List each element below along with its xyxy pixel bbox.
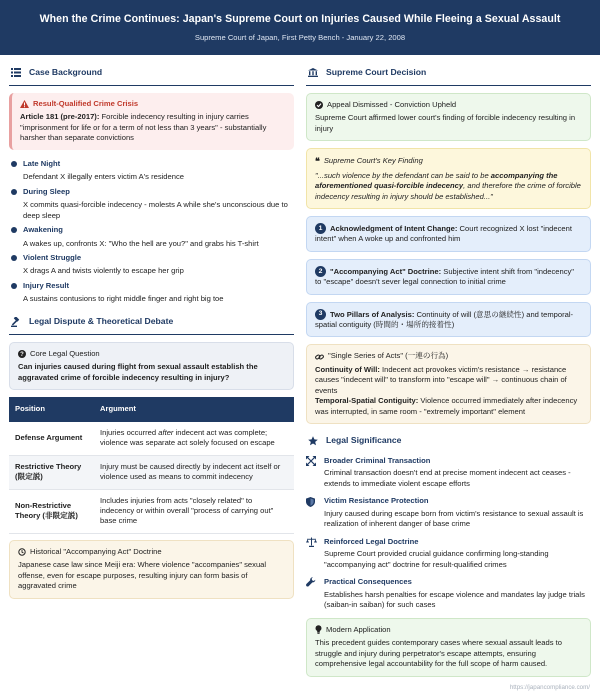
core-question-box: ? Core Legal Question Can injuries caused during flight from sexual assault establish the aggravated crime of forcible indecency resulting in injury?	[9, 342, 294, 390]
table-cell-argument: Includes injuries from acts "closely related" to indecency or within overall "process of carrying out" base crime	[94, 489, 294, 533]
timeline-item	[11, 187, 294, 221]
shield-icon	[306, 497, 318, 507]
core-question-text: Can injuries caused during flight from sexual assault establish the aggravated crime of forcible indecency resulting in injury?	[18, 362, 258, 382]
timeline-item	[11, 159, 294, 183]
article-181-text: Article 181 (pre-2017): Forcible indecency resulting in injury carries "imprisonment for life or for a term of not less than 3 years" - substantially harsher than separate convictions	[20, 112, 267, 143]
table-header-argument: Argument	[94, 397, 294, 421]
significance-item-title: Practical Consequences	[324, 577, 412, 587]
significance-item-text: Criminal transaction doesn't end at precise moment indecent act ceases - extends to immediate violent escape efforts	[324, 468, 571, 488]
expand-icon	[306, 456, 318, 466]
number-badge: 3	[315, 309, 326, 320]
temporal-contiguity-text: Temporal-Spatial Contiguity: Violence occurred immediately after indecency was interrupted, in same room - "extremely important" element	[315, 396, 578, 416]
timeline-item	[11, 225, 294, 249]
table-cell-argument: Injuries occurred after indecent act was complete; violence was separate act solely focused on escape	[94, 422, 294, 455]
significance-item-title: Broader Criminal Transaction	[324, 456, 431, 465]
check-circle-icon	[315, 101, 323, 109]
outcome-text: Supreme Court affirmed lower court's finding of forcible indecency resulting in injury	[315, 113, 576, 133]
courthouse-icon	[308, 68, 320, 77]
continuity-of-will-text: Continuity of Will: Indecent act provokes victim's resistance → resistance causes "indecent will" to transform into "escape will" → continuous chain of events	[315, 364, 567, 395]
significance-item-title: Reinforced Legal Doctrine	[324, 536, 419, 546]
list-icon	[11, 68, 23, 77]
table-cell-argument: Injury must be caused directly by indecent act itself or violence used as means to commit indecency	[94, 455, 294, 489]
key-finding-box: ❝ Supreme Court's Key Finding "...such violence by the defendant can be said to be accompanying the aforementioned quasi-forcible indecency, and therefore the crime of forcible indecency resulting in injury should be established..."	[306, 148, 591, 209]
crime-crisis-title: Result-Qualified Crime Crisis	[20, 99, 286, 109]
timeline-item-text: A wakes up, confronts X: "Who the hell are you?" and grabs his T-shirt	[23, 238, 259, 248]
question-icon	[18, 350, 26, 358]
page-subtitle: Supreme Court of Japan, First Petty Bench - January 22, 2008	[194, 32, 406, 42]
decision-point	[306, 302, 591, 338]
timeline-item-text: Defendant X illegally enters victim A's residence	[23, 172, 184, 182]
modern-application-box: Modern Application This precedent guides contemporary cases where sexual assault leads to struggle and injury during perpetrator's escape attempts, ensuring comprehensive legal accountability for the full scope of harm caused.	[306, 618, 591, 677]
quote-icon: ❝	[315, 156, 320, 167]
decision-point	[306, 259, 591, 295]
decision-point-label: Acknowledgment of Intent Change:	[330, 223, 458, 233]
link-icon	[315, 353, 324, 361]
timeline-item-text: X commits quasi-forcible indecency - molests A while she's unconscious due to deep sleep	[23, 200, 288, 220]
timeline-dot	[11, 283, 17, 289]
number-badge: 1	[315, 223, 326, 234]
decision-point-text: Continuity of will (意思の継続性) and temporal-spatial contiguity (時間的・場所的接着性)	[315, 309, 574, 329]
timeline-dot	[11, 189, 17, 195]
footer-url: https://japancompliance.com/	[509, 684, 590, 692]
significance-item	[306, 537, 591, 570]
timeline-dot	[11, 227, 17, 233]
history-icon	[18, 548, 26, 556]
table-cell-position: Non-Restrictive Theory (非限定説)	[9, 489, 94, 533]
svg-text:?: ?	[20, 352, 24, 358]
left-column	[9, 64, 294, 684]
significance-item-text: Establishes harsh penalties for escape violence and mandates lay judge trials (saiban-in saiban) for such cases	[324, 589, 585, 610]
timeline-item-title: Injury Result	[23, 280, 69, 290]
outcome-box: Appeal Dismissed - Conviction Upheld Supreme Court affirmed lower court's finding of forcible indecency resulting in injury	[306, 93, 591, 141]
single-series-box: "Single Series of Acts" (一連の行為) Continuity of Will: Indecent act provokes victim's resistance → resistance causes "indecent will" to transform into "escape will" → continuous chain of events Temporal-Spatial Contiguity: Violence occurred immediately after indecency was interrupted, in same room - "extremely important" element	[306, 344, 591, 424]
wrench-icon	[306, 577, 318, 587]
significance-item	[306, 577, 591, 610]
timeline-item-title: During Sleep	[23, 186, 70, 196]
right-column	[306, 64, 591, 684]
significance-item-text: Injury caused during escape born from victim's resistance to sexual assault is realization of inherent danger of base crime	[324, 508, 584, 529]
timeline-dot	[11, 255, 17, 261]
decision-point-label: Two Pillars of Analysis:	[330, 309, 415, 319]
table-row	[9, 455, 294, 489]
legal-significance-heading: Legal Significance	[306, 432, 591, 449]
table-row	[9, 489, 294, 533]
decision-point-label: "Accompanying Act" Doctrine:	[330, 266, 442, 276]
supreme-court-decision-heading: Supreme Court Decision	[306, 64, 591, 86]
event-timeline	[9, 159, 294, 305]
page-title: When the Crime Continues: Japan's Supreme Court on Injuries Caused While Fleeing a Sexual Assault	[39, 13, 561, 25]
timeline-item-text: X drags A and twists violently to escape her grip	[23, 266, 184, 276]
lightbulb-icon	[315, 625, 322, 634]
star-icon	[308, 436, 320, 446]
historical-doctrine-text: Japanese case law since Meiji era: Where violence "accompanies" sexual offense, even for escape purposes, resulting injury can form basis of aggravated crime	[18, 560, 267, 591]
decision-point	[306, 216, 591, 252]
table-row	[9, 422, 294, 455]
table-header-position: Position	[9, 397, 94, 421]
significance-item	[306, 456, 591, 489]
gavel-icon	[11, 317, 23, 327]
timeline-item-title: Late Night	[23, 158, 61, 168]
timeline-item	[11, 253, 294, 277]
timeline-item-text: A sustains contusions to right middle finger and right big toe	[23, 294, 224, 304]
significance-item-text: Supreme Court provided crucial guidance confirming long-standing "accompanying act" doctrine for result-qualified crimes	[324, 549, 549, 569]
positions-table	[9, 397, 294, 534]
modern-application-text: This precedent guides contemporary cases where sexual assault leads to struggle and injury during perpetrator's escape attempts, ensuring comprehensive legal accountability for the full scope of harm caused.	[315, 638, 562, 669]
warning-icon	[20, 100, 29, 108]
timeline-item	[11, 281, 294, 305]
legal-dispute-heading: Legal Dispute & Theoretical Debate	[9, 313, 294, 335]
number-badge: 2	[315, 266, 326, 277]
significance-item	[306, 496, 591, 529]
page-header	[0, 0, 600, 55]
timeline-item-title: Violent Struggle	[23, 253, 82, 263]
table-cell-position: Defense Argument	[9, 422, 94, 455]
key-finding-text: "...such violence by the defendant can be said to be accompanying the aforementioned quasi-forcible indecency, and therefore the crime of forcible indecency resulting in injury should be established..."	[315, 170, 581, 201]
case-background-heading: Case Background	[9, 64, 294, 86]
significance-item-title: Victim Resistance Protection	[324, 496, 429, 506]
timeline-item-title: Awakening	[23, 225, 63, 235]
historical-doctrine-box: Historical "Accompanying Act" Doctrine Japanese case law since Meiji era: Where violence "accompanies" sexual offense, even for escape purposes, resulting injury can form basis of aggravated crime	[9, 540, 294, 599]
decision-point-text: Court recognized X lost "indecent intent" when A woke up and confronted him	[315, 223, 572, 244]
crime-crisis-box	[9, 93, 294, 150]
decision-point-text: Subjective intent shift from "indecency" to "escape" doesn't sever legal connection to initial crime	[315, 266, 575, 287]
scales-icon	[306, 537, 318, 547]
timeline-dot	[11, 161, 17, 167]
table-cell-position: Restrictive Theory (限定説)	[9, 455, 94, 489]
